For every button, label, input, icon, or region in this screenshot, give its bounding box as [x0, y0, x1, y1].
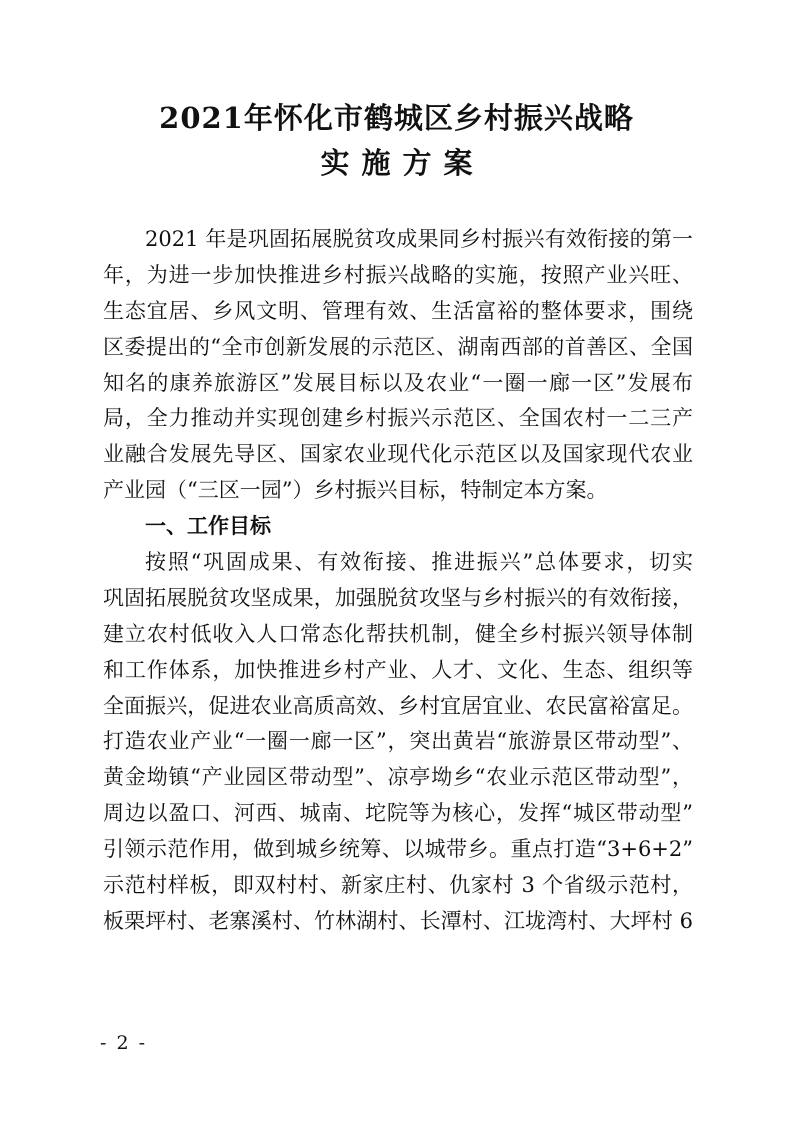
body-line: 2021 年是巩固拓展脱贫攻成果同乡村振兴有效衔接的第一 [145, 227, 693, 251]
body-line: 生态宜居、乡风文明、管理有效、生活富裕的整体要求，围绕 [103, 298, 693, 323]
body-line: 巩固拓展脱贫攻坚成果，加强脱贫攻坚与乡村振兴的有效衔接， [103, 585, 693, 610]
body-line: 和工作体系，加快推进乡村产业、人才、文化、生态、组织等 [103, 657, 693, 682]
page-number: - 2 - [100, 1032, 148, 1054]
body-line: 打造农业产业“一圈一廊一区”，突出黄岩“旅游景区带动型”、 [103, 729, 693, 754]
body-line: 区委提出的“全市创新发展的示范区、湖南西部的首善区、全国 [103, 334, 693, 359]
body-line: 年，为进一步加快推进乡村振兴战略的实施，按照产业兴旺、 [103, 262, 693, 287]
body-line: 周边以盈口、河西、城南、坨院等为核心，发挥“城区带动型” [103, 801, 693, 826]
body-line: 业融合发展先导区、国家农业现代化示范区以及国家现代农业 [103, 442, 693, 467]
body-line: 板栗坪村、老寨溪村、竹林湖村、长潭村、江垅湾村、大坪村 6 [103, 908, 693, 933]
body-line: 黄金坳镇“产业园区带动型”、凉亭坳乡“农业示范区带动型”， [103, 765, 693, 790]
document-title-line-1: 2021年怀化市鹤城区乡村振兴战略 [159, 101, 634, 135]
body-line: 知名的康养旅游区”发展目标以及农业“一圈一廊一区”发展布 [103, 370, 693, 395]
body-line: 全面振兴，促进农业高质高效、乡村宜居宜业、农民富裕富足。 [103, 693, 693, 718]
body-line: 引领示范作用，做到城乡统筹、以城带乡。重点打造“3+6+2” [103, 837, 693, 862]
body-line: 按照“巩固成果、有效衔接、推进振兴”总体要求，切实 [145, 550, 693, 575]
body-line: 产业园（“三区一园”）乡村振兴目标，特制定本方案。 [103, 478, 608, 503]
document-title-line-2: 实施方案 [320, 146, 485, 180]
body-line: 建立农村低收入人口常态化帮扶机制，健全乡村振兴领导体制 [103, 621, 693, 646]
section-heading: 一、工作目标 [145, 514, 271, 539]
body-line: 局，全力推动并实现创建乡村振兴示范区、全国农村一二三产 [103, 406, 693, 431]
body-line: 示范村样板，即双村村、新家庄村、仇家村 3 个省级示范村， [103, 873, 693, 898]
document-body [103, 222, 693, 940]
